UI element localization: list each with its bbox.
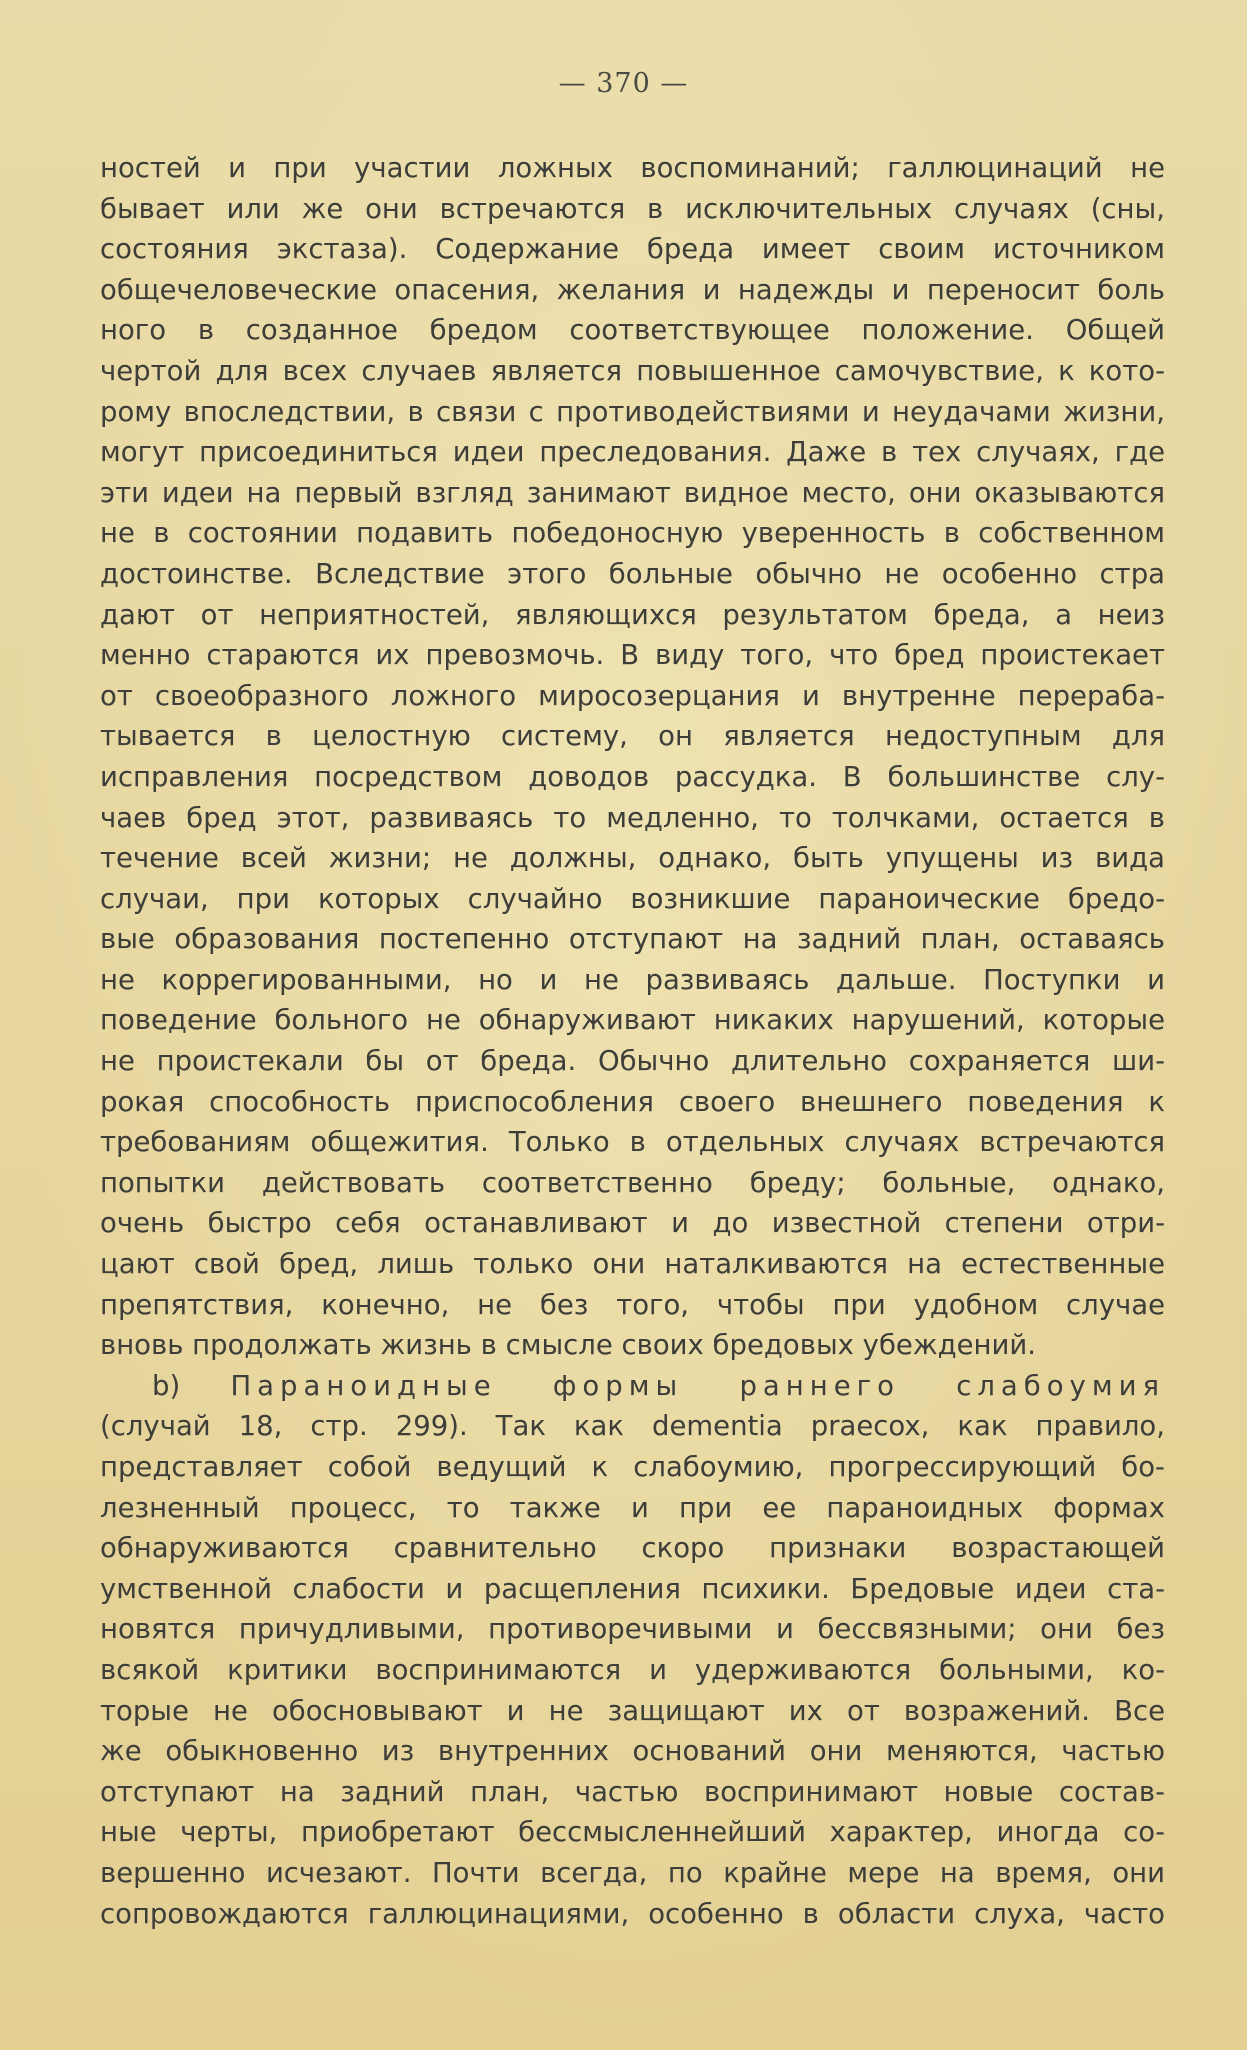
text-line: требованиям общежития. Только в отдельных случаях встречаются (100, 1126, 1165, 1159)
text-line: торые не обосновывают и не защищают их от возражений. Все (100, 1694, 1165, 1727)
text-line: препятствия, конечно, не без того, чтобы при удобном случае (100, 1288, 1165, 1321)
text-line: чертой для всех случаев является повышенное самочувствие, к кото- (100, 354, 1165, 387)
text-line: попытки действовать соответственно бреду; больные, однако, (100, 1166, 1165, 1199)
text-line: всякой критики воспринимаются и удерживаются больными, ко- (100, 1653, 1165, 1686)
text-line: очень быстро себя останавливают и до известной степени отри- (100, 1207, 1165, 1240)
text-line: новятся причудливыми, противоречивыми и бессвязными; они без (100, 1613, 1165, 1646)
text-line: ного в созданное бредом соответствующее положение. Общей (100, 314, 1165, 347)
text-line: умственной слабости и расщепления психики. Бредовые идеи ста- (100, 1572, 1165, 1605)
text-line: же обыкновенно из внутренних оснований они меняются, частью (100, 1735, 1165, 1768)
text-line: обнаруживаются сравнительно скоро признаки возрастающей (100, 1532, 1165, 1565)
page-number: — 370 — (558, 68, 689, 99)
text-line: рому впоследствии, в связи с противодействиями и неудачами жизни, (100, 395, 1165, 428)
text-line: случаи, при которых случайно возникшие параноические бредо- (100, 882, 1165, 915)
text-line: рокая способность приспособления своего внешнего поведения к (100, 1085, 1165, 1118)
text-line: чаев бред этот, развиваясь то медленно, то толчками, остается в (100, 801, 1165, 834)
text-line: не проистекали бы от бреда. Обычно длительно сохраняется ши- (100, 1045, 1165, 1078)
text-line: сопровождаются галлюцинациями, особенно в области слуха, часто (100, 1897, 1165, 1930)
text-line: вые образования постепенно отступают на задний план, оставаясь (100, 923, 1165, 956)
text-line: от своеобразного ложного миросозерцания и внутренне перераба- (100, 679, 1165, 712)
text-line: дают от неприятностей, являющихся результатом бреда, а неиз (100, 598, 1165, 631)
text-line: бывает или же они встречаются в исключительных случаях (сны, (100, 192, 1165, 225)
text-line: цают свой бред, лишь только они наталкиваются на естественные (100, 1248, 1165, 1281)
text-line: ностей и при участии ложных воспоминаний; галлюцинаций не (100, 152, 1165, 184)
text-line: достоинстве. Вследствие этого больные обычно не особенно стра (100, 557, 1165, 590)
text-line: поведение больного не обнаруживают никаких нарушений, которые (100, 1004, 1165, 1037)
text-line: исправления посредством доводов рассудка. В большинстве слу- (100, 760, 1165, 793)
text-line: (случай 18, стр. 299). Так как dementia praecox, как правило, (100, 1410, 1165, 1443)
text-line: вновь продолжать жизнь в смысле своих бредовых убеждений. (100, 1329, 1036, 1362)
text-line: тывается в целостную систему, он является недоступным для (100, 720, 1165, 753)
text-line: вершенно исчезают. Почти всегда, по крайне мере на время, они (100, 1856, 1165, 1889)
section-marker: b) (152, 1369, 181, 1402)
text-line: эти идеи на первый взгляд занимают видное место, они оказываются (100, 476, 1165, 509)
section-heading-line (100, 1366, 1165, 1407)
section-heading: Параноидные формы раннего слабоумия (230, 1369, 1165, 1402)
text-line: общечеловеческие опасения, желания и надежды и переносит боль (100, 273, 1165, 306)
text-line: течение всей жизни; не должны, однако, быть упущены из вида (100, 842, 1165, 875)
text-line: менно стараются их превозмочь. В виду того, что бред проистекает (100, 639, 1165, 672)
text-line: состояния экстаза). Содержание бреда имеет своим источником (100, 233, 1165, 266)
text-line: не в состоянии подавить победоносную уверенность в собственном (100, 517, 1165, 550)
text-line: лезненный процесс, то также и при ее параноидных формах (100, 1491, 1165, 1524)
text-line: отступают на задний план, частью воспринимают новые состав- (100, 1775, 1165, 1808)
text-line: не коррегированными, но и не развиваясь дальше. Поступки и (100, 963, 1165, 996)
text-line: ные черты, приобретают бессмысленнейший характер, иногда со- (100, 1816, 1165, 1849)
text-line: могут присоединиться идеи преследования. Даже в тех случаях, где (100, 436, 1165, 469)
body-text (100, 148, 1165, 1934)
text-line: представляет собой ведущий к слабоумию, прогрессирующий бо- (100, 1451, 1165, 1483)
